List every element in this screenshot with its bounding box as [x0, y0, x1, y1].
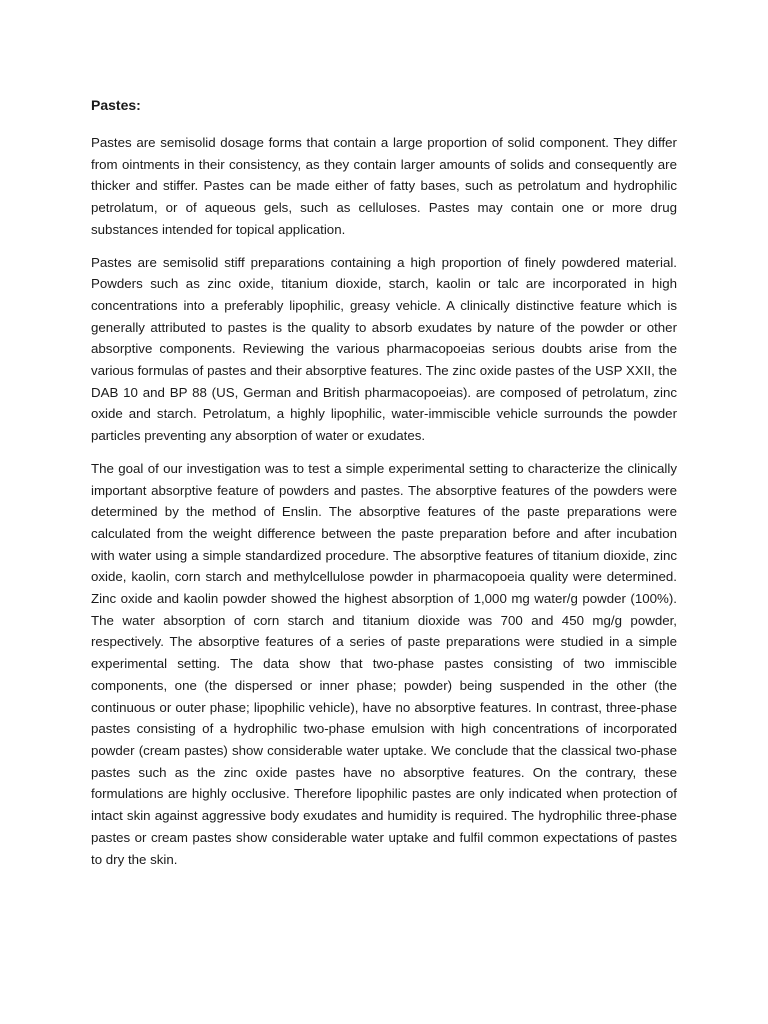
paragraph-2: Pastes are semisolid stiff preparations containing a high proportion of finely powdered material. Powders such as zinc oxide, titanium dioxide, starch, kaolin or talc are incorporated in high concentrations into a preferably lipophilic, greasy vehicle. A clinically distinctive feature which is generally attributed to pastes is the quality to absorb exudates by nature of the powder or other absorptive components. Reviewing the various pharmacopoeias serious doubts arise from the various formulas of pastes and their absorptive features. The zinc oxide pastes of the USP XXII, the DAB 10 and BP 88 (US, German and British pharmacopoeias). are composed of petrolatum, zinc oxide and starch. Petrolatum, a highly lipophilic, water-immiscible vehicle surrounds the powder particles preventing any absorption of water or exudates. — [91, 254, 677, 444]
document-body — [91, 95, 677, 881]
paragraph-1: Pastes are semisolid dosage forms that contain a large proportion of solid component. They differ from ointments in their consistency, as they contain larger amounts of solids and consequently are thicker and stiffer. Pastes can be made either of fatty bases, such as petrolatum and hydrophilic petrolatum, or of aqueous gels, such as celluloses. Pastes may contain one or more drug substances intended for topical application. — [91, 135, 677, 237]
paragraph-3: The goal of our investigation was to test a simple experimental setting to characterize the clinically important absorptive feature of powders and pastes. The absorptive features of the powders were determined by the method of Enslin. The absorptive features of the paste preparations were calculated from the weight difference between the paste preparation before and after incubation with water using a simple standardized procedure. The absorptive features of titanium dioxide, zinc oxide, kaolin, corn starch and methylcellulose powder in pharmacopoeia quality were determined. Zinc oxide and kaolin powder showed the highest absorption of 1,000 mg water/g powder (100%). The water absorption of corn starch and titanium dioxide was 700 and 450 mg/g powder, respectively. The absorptive features of a series of paste preparations were studied in a simple experimental setting. The data show that two-phase pastes consisting of two immiscible components, one (the dispersed or inner phase; powder) being suspended in the other (the continuous or outer phase; lipophilic vehicle), have no absorptive features. In contrast, three-phase pastes consisting of a hydrophilic two-phase emulsion with high concentrations of incorporated powder (cream pastes) show considerable water uptake. We conclude that the classical two-phase pastes such as the zinc oxide pastes have no absorptive features. On the contrary, these formulations are highly occlusive. Therefore lipophilic pastes are only indicated when protection of intact skin against aggressive body exudates and humidity is required. The hydrophilic three-phase pastes or cream pastes show considerable water uptake and fulfil common expectations of pastes to dry the skin. — [91, 460, 677, 867]
section-heading: Pastes: — [91, 97, 141, 113]
